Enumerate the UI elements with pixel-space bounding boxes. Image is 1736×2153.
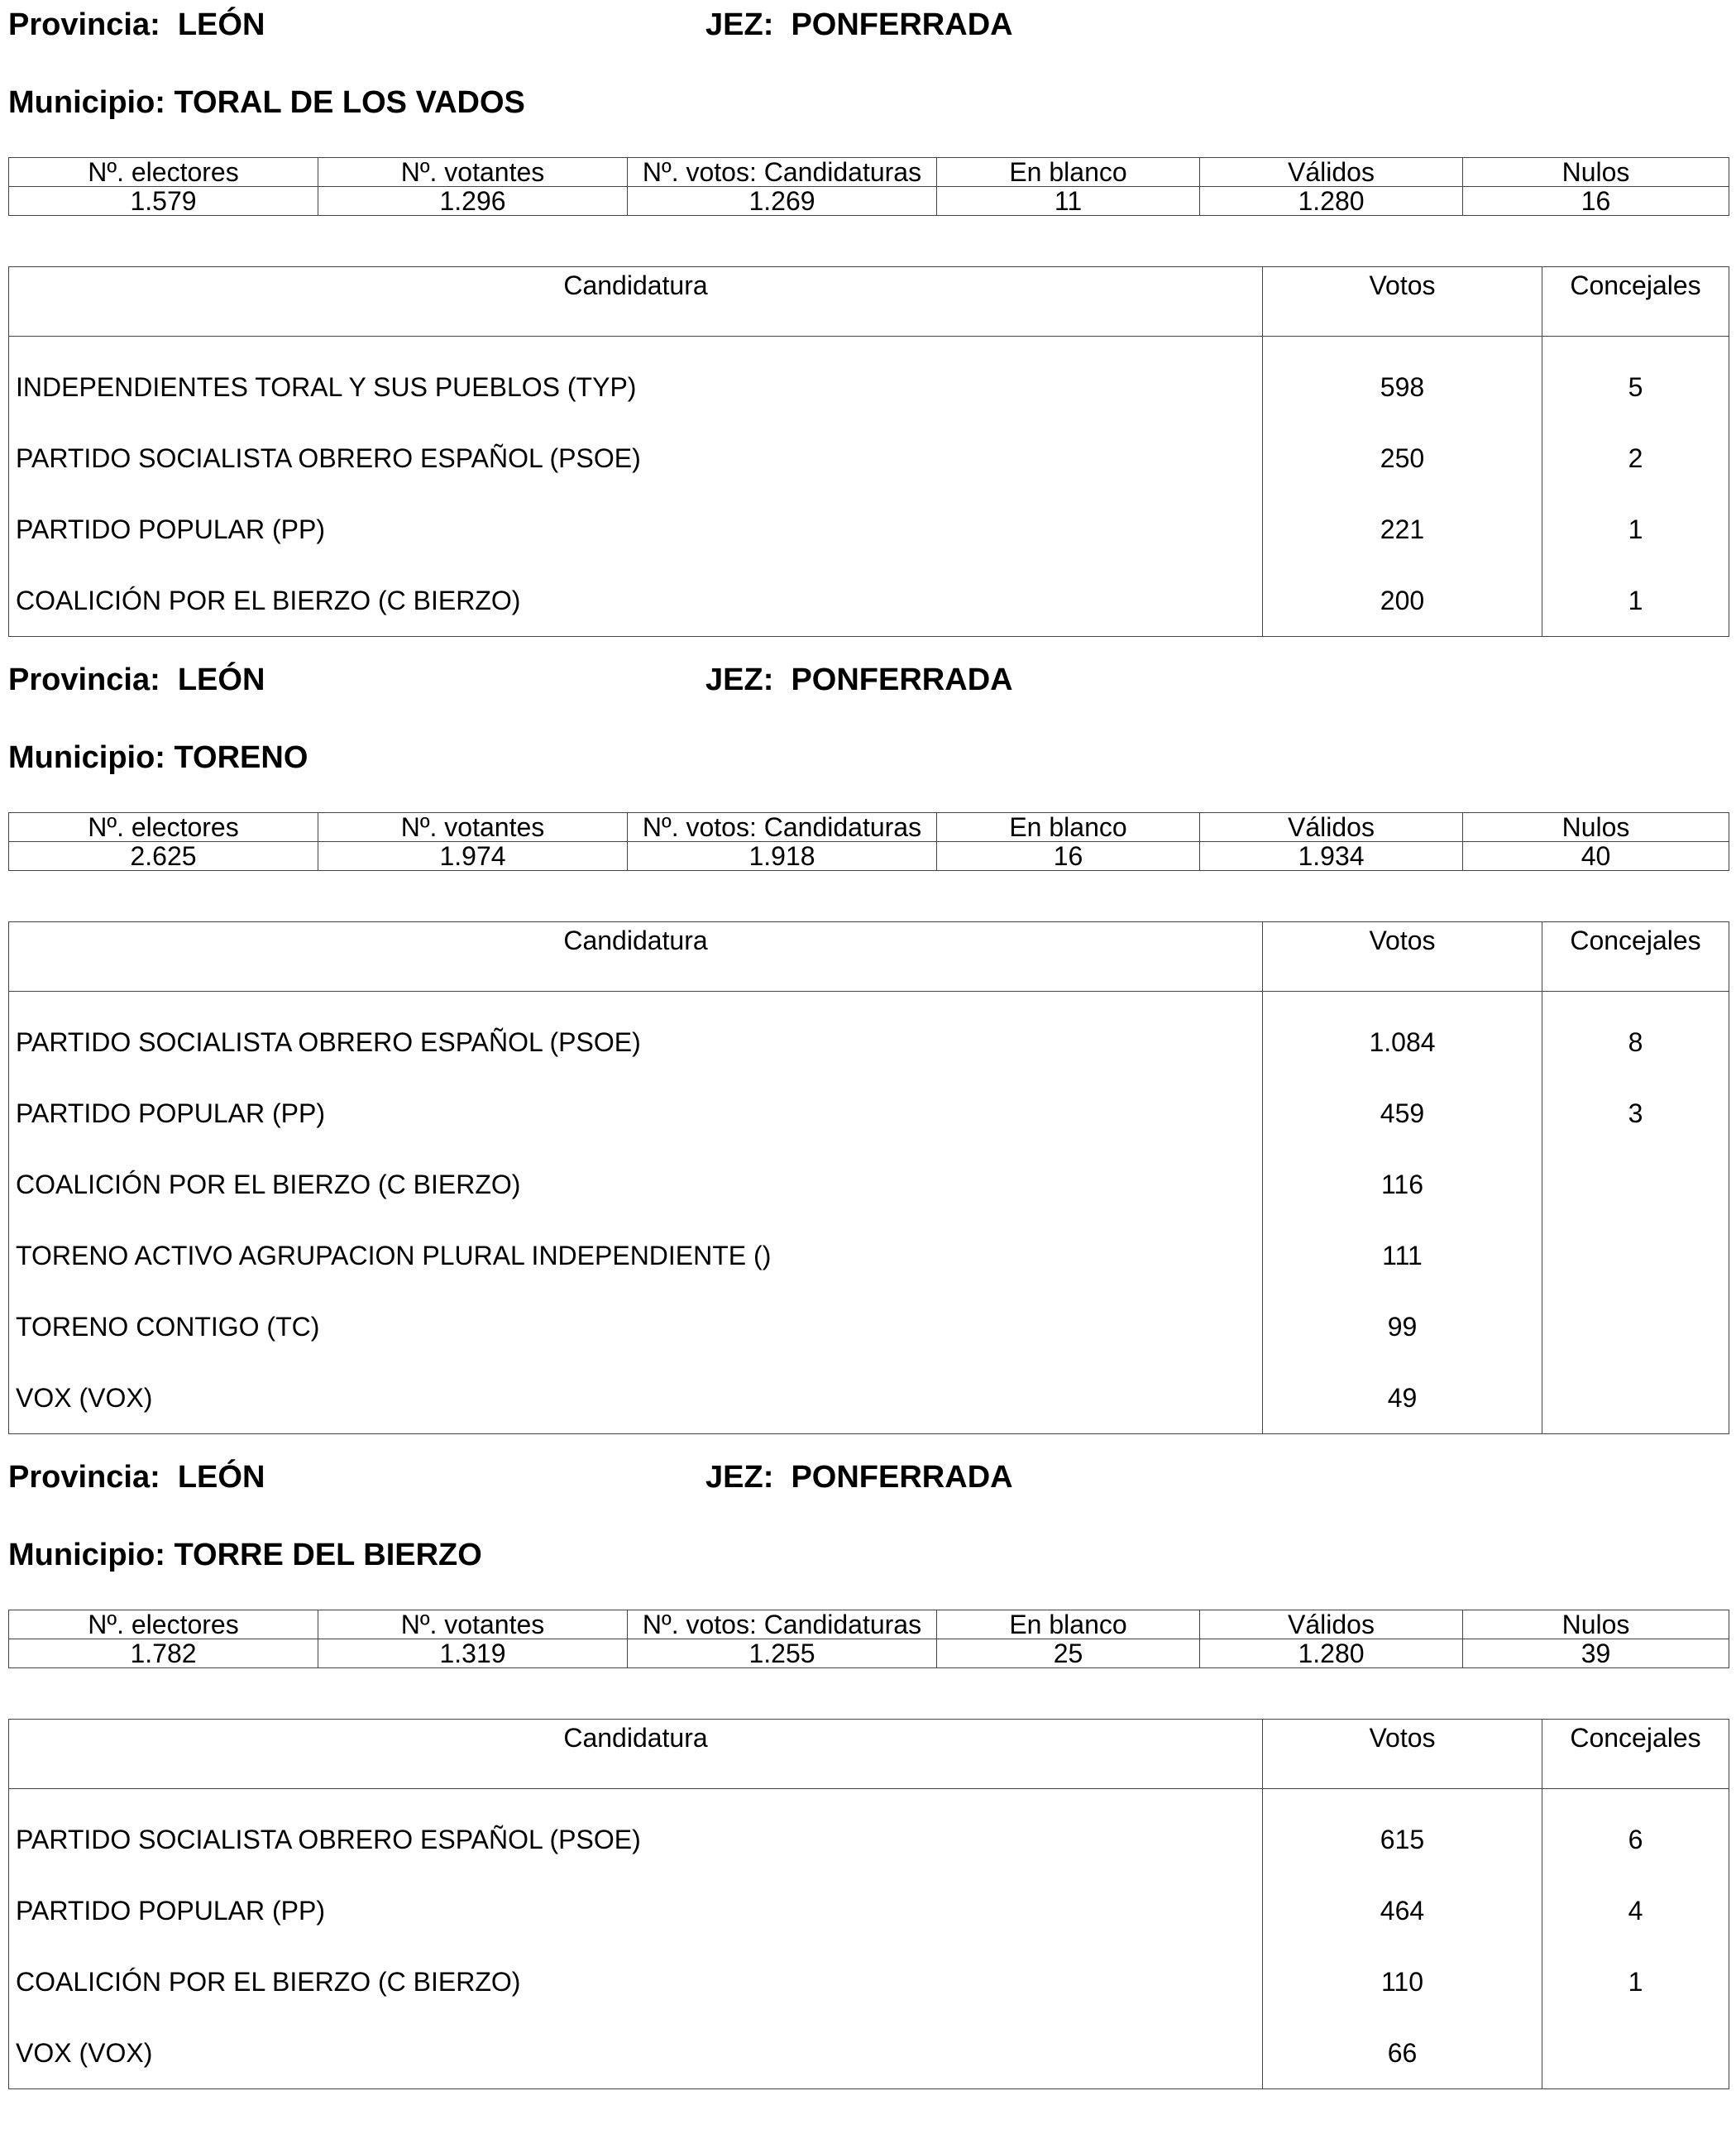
cand-header-row [9, 1720, 1729, 1789]
jez-label: JEZ: PONFERRADA [705, 1460, 1013, 1495]
cand-votos: 200 [1263, 565, 1542, 637]
stats-header-votantes: Nº. votantes [318, 813, 628, 842]
cand-row [9, 1220, 1729, 1291]
stats-validos: 1.280 [1200, 1639, 1463, 1668]
cand-row [9, 1789, 1729, 1876]
cand-row [9, 1149, 1729, 1220]
cand-concejales: 4 [1542, 1875, 1729, 1946]
stats-header-electores: Nº. electores [9, 1610, 318, 1639]
cand-header-votos: Votos [1263, 1720, 1542, 1789]
stats-table [8, 157, 1729, 216]
cand-name: TORENO CONTIGO (TC) [9, 1291, 1263, 1362]
jez-label: JEZ: PONFERRADA [705, 663, 1013, 697]
cand-name: PARTIDO POPULAR (PP) [9, 1078, 1263, 1149]
stats-header-nulos: Nulos [1463, 813, 1729, 842]
cand-concejales: 1 [1542, 494, 1729, 565]
stats-header-votos-candidaturas: Nº. votos: Candidaturas [628, 1610, 937, 1639]
stats-nulos: 16 [1463, 187, 1729, 216]
candidaturas-table [8, 1719, 1729, 2089]
cand-concejales: 2 [1542, 423, 1729, 494]
cand-name: INDEPENDIENTES TORAL Y SUS PUEBLOS (TYP) [9, 337, 1263, 423]
cand-name: COALICIÓN POR EL BIERZO (C BIERZO) [9, 1946, 1263, 2017]
cand-header-row [9, 267, 1729, 337]
stats-nulos: 40 [1463, 842, 1729, 871]
cand-concejales: 3 [1542, 1078, 1729, 1149]
cand-concejales: 5 [1542, 337, 1729, 423]
stats-header-nulos: Nulos [1463, 158, 1729, 187]
jez-label: JEZ: PONFERRADA [705, 7, 1013, 42]
cand-concejales [1542, 1149, 1729, 1220]
provincia-label: Provincia: LEÓN [8, 663, 265, 697]
cand-name: TORENO ACTIVO AGRUPACION PLURAL INDEPENDIENTE () [9, 1220, 1263, 1291]
cand-votos: 221 [1263, 494, 1542, 565]
cand-name: VOX (VOX) [9, 2017, 1263, 2089]
stats-header-row [9, 1610, 1729, 1639]
cand-votos: 250 [1263, 423, 1542, 494]
cand-header-candidatura: Candidatura [9, 1720, 1263, 1789]
cand-header-votos: Votos [1263, 267, 1542, 337]
stats-header-votos-candidaturas: Nº. votos: Candidaturas [628, 813, 937, 842]
cand-name: COALICIÓN POR EL BIERZO (C BIERZO) [9, 565, 1263, 637]
cand-votos: 459 [1263, 1078, 1542, 1149]
cand-votos: 464 [1263, 1875, 1542, 1946]
stats-header-validos: Válidos [1200, 813, 1463, 842]
stats-en-blanco: 16 [937, 842, 1200, 871]
cand-row [9, 494, 1729, 565]
stats-table [8, 1610, 1729, 1668]
cand-header-votos: Votos [1263, 922, 1542, 992]
cand-row [9, 1291, 1729, 1362]
cand-header-concejales: Concejales [1542, 922, 1729, 992]
stats-en-blanco: 11 [937, 187, 1200, 216]
stats-value-row [9, 842, 1729, 871]
cand-concejales: 1 [1542, 565, 1729, 637]
stats-header-row [9, 813, 1729, 842]
cand-name: PARTIDO SOCIALISTA OBRERO ESPAÑOL (PSOE) [9, 423, 1263, 494]
cand-header-concejales: Concejales [1542, 267, 1729, 337]
cand-header-candidatura: Candidatura [9, 267, 1263, 337]
stats-header-votantes: Nº. votantes [318, 158, 628, 187]
cand-row [9, 992, 1729, 1079]
provincia-label: Provincia: LEÓN [8, 7, 265, 42]
cand-votos: 1.084 [1263, 992, 1542, 1079]
municipio-title: Municipio: TORENO [8, 740, 308, 775]
cand-name: COALICIÓN POR EL BIERZO (C BIERZO) [9, 1149, 1263, 1220]
cand-votos: 111 [1263, 1220, 1542, 1291]
stats-header-nulos: Nulos [1463, 1610, 1729, 1639]
stats-votos-candidaturas: 1.918 [628, 842, 937, 871]
cand-row [9, 2017, 1729, 2089]
stats-header-row [9, 158, 1729, 187]
cand-row [9, 1875, 1729, 1946]
stats-validos: 1.280 [1200, 187, 1463, 216]
cand-name: PARTIDO POPULAR (PP) [9, 494, 1263, 565]
cand-row [9, 337, 1729, 423]
cand-concejales: 6 [1542, 1789, 1729, 1876]
stats-votantes: 1.319 [318, 1639, 628, 1668]
cand-row [9, 423, 1729, 494]
stats-header-validos: Válidos [1200, 1610, 1463, 1639]
cand-concejales: 8 [1542, 992, 1729, 1079]
stats-header-validos: Válidos [1200, 158, 1463, 187]
stats-header-en-blanco: En blanco [937, 1610, 1200, 1639]
candidaturas-table [8, 921, 1729, 1434]
cand-votos: 99 [1263, 1291, 1542, 1362]
stats-header-electores: Nº. electores [9, 158, 318, 187]
stats-validos: 1.934 [1200, 842, 1463, 871]
cand-name: PARTIDO SOCIALISTA OBRERO ESPAÑOL (PSOE) [9, 992, 1263, 1079]
stats-votantes: 1.974 [318, 842, 628, 871]
stats-value-row [9, 187, 1729, 216]
cand-votos: 110 [1263, 1946, 1542, 2017]
stats-electores: 1.782 [9, 1639, 318, 1668]
stats-votos-candidaturas: 1.255 [628, 1639, 937, 1668]
stats-table [8, 812, 1729, 871]
stats-nulos: 39 [1463, 1639, 1729, 1668]
cand-votos: 49 [1263, 1362, 1542, 1434]
stats-electores: 2.625 [9, 842, 318, 871]
municipio-title: Municipio: TORRE DEL BIERZO [8, 1538, 482, 1572]
cand-name: VOX (VOX) [9, 1362, 1263, 1434]
cand-concejales [1542, 1220, 1729, 1291]
cand-votos: 116 [1263, 1149, 1542, 1220]
cand-row [9, 1078, 1729, 1149]
cand-row [9, 1946, 1729, 2017]
cand-votos: 66 [1263, 2017, 1542, 2089]
stats-electores: 1.579 [9, 187, 318, 216]
stats-header-votos-candidaturas: Nº. votos: Candidaturas [628, 158, 937, 187]
stats-votos-candidaturas: 1.269 [628, 187, 937, 216]
cand-row [9, 565, 1729, 637]
stats-header-en-blanco: En blanco [937, 813, 1200, 842]
cand-header-concejales: Concejales [1542, 1720, 1729, 1789]
cand-header-row [9, 922, 1729, 992]
cand-concejales [1542, 2017, 1729, 2089]
stats-header-en-blanco: En blanco [937, 158, 1200, 187]
cand-concejales [1542, 1362, 1729, 1434]
stats-en-blanco: 25 [937, 1639, 1200, 1668]
cand-name: PARTIDO POPULAR (PP) [9, 1875, 1263, 1946]
candidaturas-table [8, 266, 1729, 637]
cand-row [9, 1362, 1729, 1434]
cand-header-candidatura: Candidatura [9, 922, 1263, 992]
cand-concejales: 1 [1542, 1946, 1729, 2017]
stats-votantes: 1.296 [318, 187, 628, 216]
municipio-title: Municipio: TORAL DE LOS VADOS [8, 85, 525, 120]
stats-value-row [9, 1639, 1729, 1668]
cand-name: PARTIDO SOCIALISTA OBRERO ESPAÑOL (PSOE) [9, 1789, 1263, 1876]
cand-votos: 598 [1263, 337, 1542, 423]
provincia-label: Provincia: LEÓN [8, 1460, 265, 1495]
stats-header-electores: Nº. electores [9, 813, 318, 842]
stats-header-votantes: Nº. votantes [318, 1610, 628, 1639]
cand-concejales [1542, 1291, 1729, 1362]
cand-votos: 615 [1263, 1789, 1542, 1876]
